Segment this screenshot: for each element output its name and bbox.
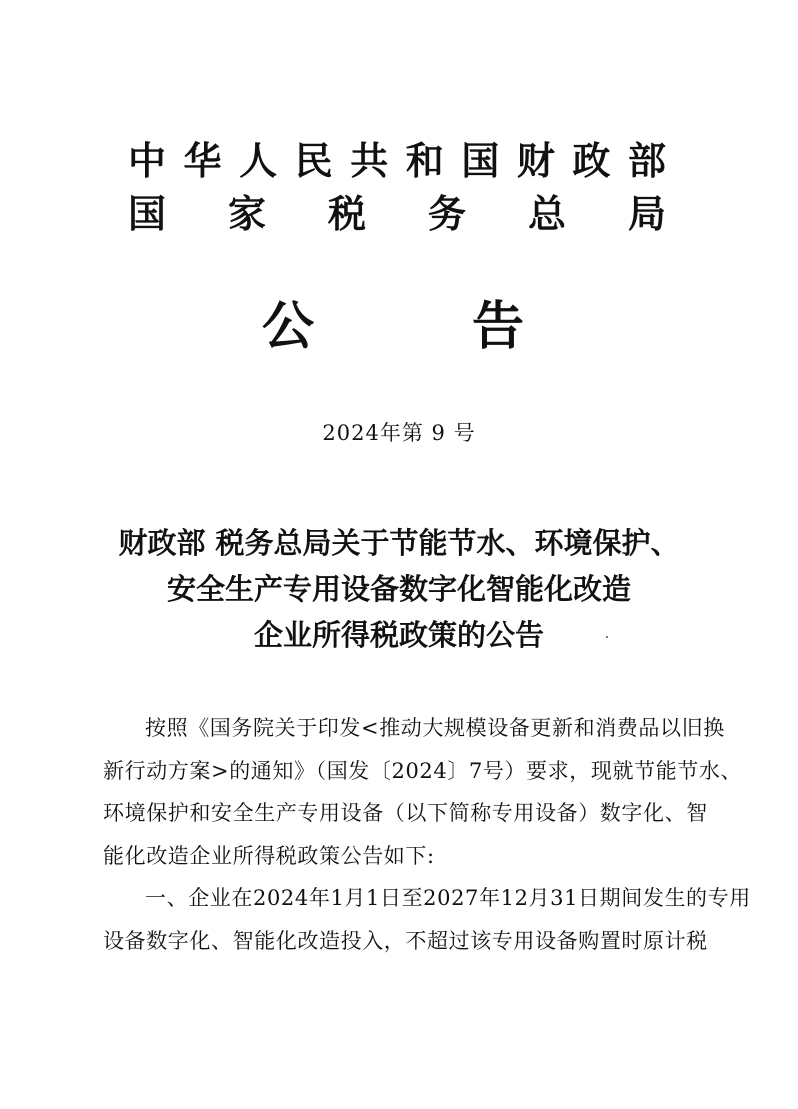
document-body bbox=[103, 707, 751, 962]
title-line: 财政部 税务总局关于节能节水、环境保护、 bbox=[118, 526, 680, 560]
body-line: 一、企业在2024年1月1日至2027年12月31日期间发生的专用 bbox=[145, 886, 751, 910]
body-line: 环境保护和安全生产专用设备（以下简称专用设备）数字化、智 bbox=[103, 801, 708, 825]
paragraph-intro bbox=[103, 707, 743, 877]
scan-speck bbox=[606, 636, 608, 638]
title-line: 安全生产专用设备数字化智能化改造 bbox=[166, 572, 631, 606]
document-number: 2024年第 9 号 bbox=[322, 421, 476, 445]
document-title bbox=[60, 520, 738, 658]
title-line: 企业所得税政策的公告 bbox=[253, 618, 544, 652]
body-line: 新行动方案>的通知》（国发〔2024〕7号）要求，现就节能节水、 bbox=[103, 758, 743, 783]
announcement-heading: 公告 bbox=[262, 296, 524, 357]
issuer-state-taxation-administration: 国家税务总局 bbox=[128, 191, 668, 236]
body-line: 能化改造企业所得税政策公告如下: bbox=[103, 843, 435, 868]
body-line: 按照《国务院关于印发<推动大规模设备更新和消费品以旧换 bbox=[145, 716, 725, 740]
body-line: 设备数字化、智能化改造投入，不超过该专用设备购置时原计税 bbox=[103, 928, 708, 953]
paragraph-item-one bbox=[103, 877, 751, 962]
issuer-ministry-of-finance: 中华人民共和国财政部 bbox=[128, 138, 668, 183]
